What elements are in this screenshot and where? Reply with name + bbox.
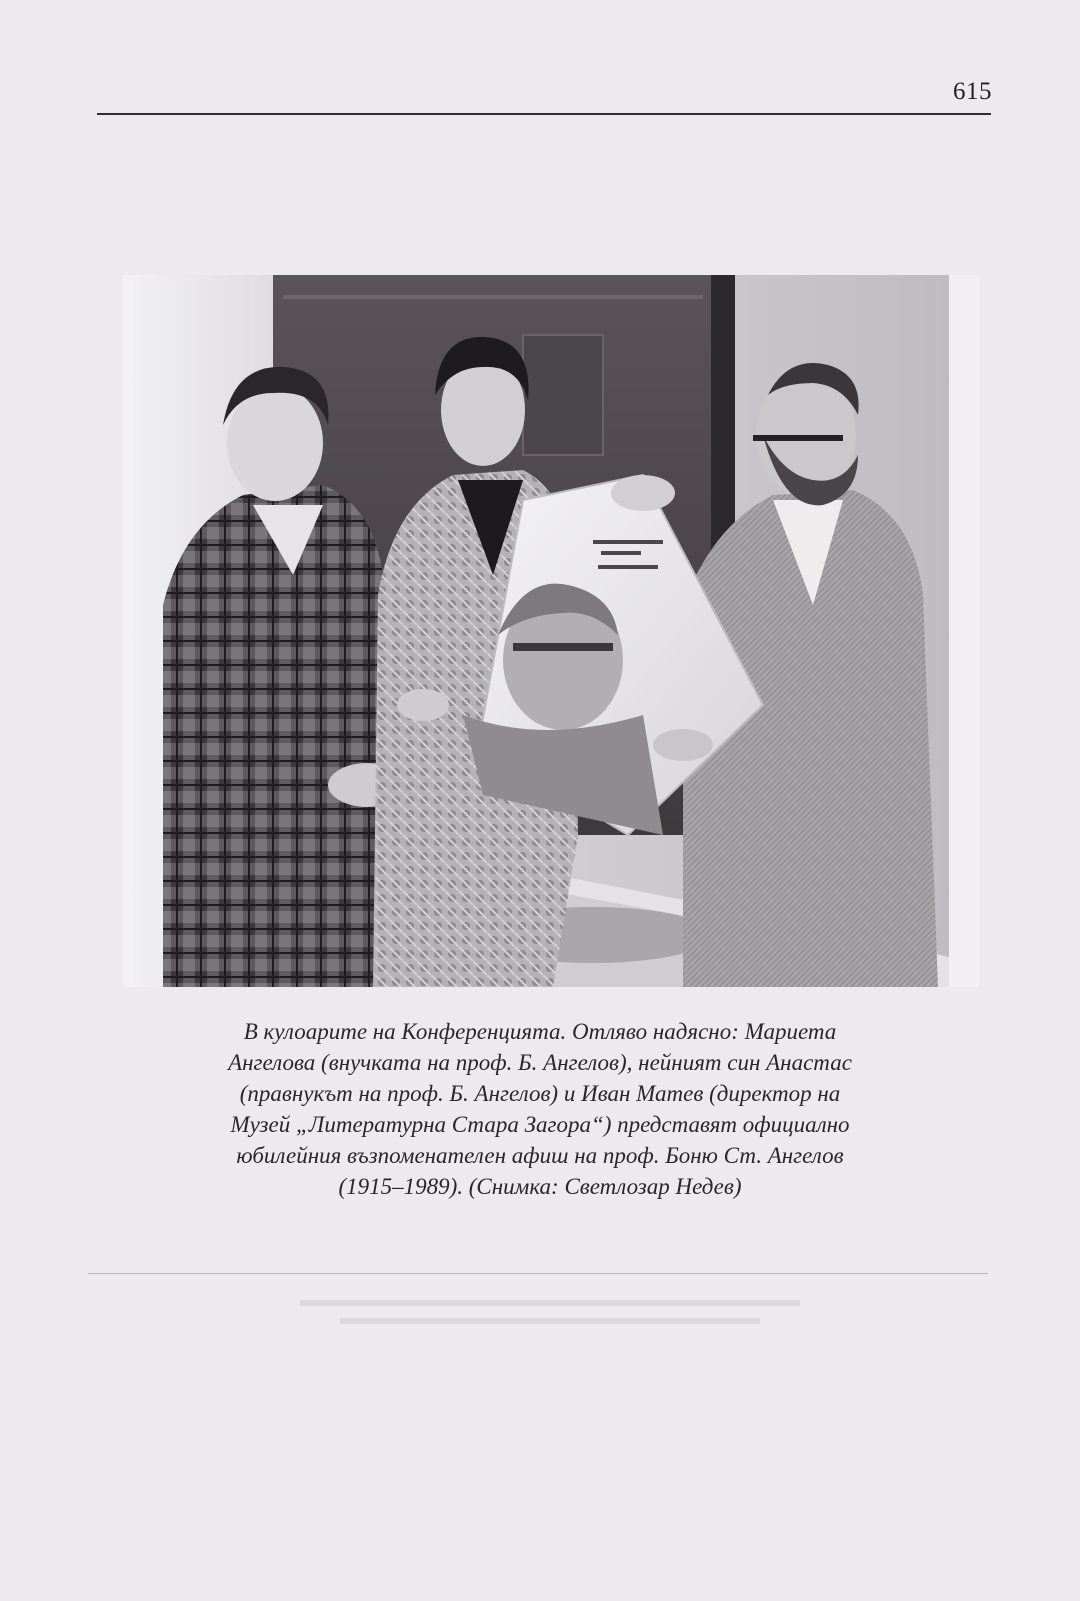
page-number: 615 [953, 78, 992, 105]
header-rule [97, 113, 991, 115]
caption-line: (правнукът на проф. Б. Ангелов) и Иван Матев (директор на [239, 1081, 841, 1106]
caption-line: Музей „Литературна Стара Загора“) представят официално [230, 1112, 850, 1137]
caption-line: Ангелова (внучката на проф. Б. Ангелов), нейният син Анастас [228, 1050, 852, 1075]
photograph [123, 275, 979, 987]
footer-rule [88, 1273, 988, 1274]
figure-caption [110, 1016, 970, 1202]
caption-line: (1915–1989). (Снимка: Светлозар Недев) [338, 1174, 742, 1199]
caption-line: юбилейния възпоменателен афиш на проф. Боню Ст. Ангелов [236, 1143, 844, 1168]
show-through-text [340, 1318, 760, 1324]
show-through-text [300, 1300, 800, 1306]
photo-scene-icon [123, 275, 979, 987]
caption-line: В кулоарите на Конференцията. Отляво надясно: Мариета [243, 1019, 837, 1044]
